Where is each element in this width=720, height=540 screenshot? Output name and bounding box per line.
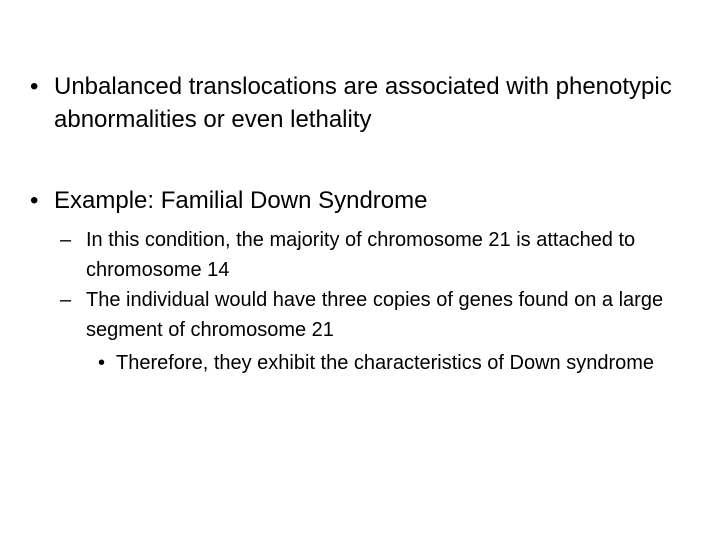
sub-bullet-text: The individual would have three copies of genes found on a large segment of chromosome 21 [86, 289, 664, 341]
dash-marker: – [60, 289, 72, 311]
bullet-item-familial-down-syndrome [30, 184, 690, 217]
sub-bullet-text: In this condition, the majority of chromosome 21 is attached to chromosome 14 [86, 229, 636, 281]
sub-bullet-item-condition [60, 225, 700, 285]
sub-sub-bullet-item-therefore [98, 349, 698, 377]
bullet-text: Example: Familial Down Syndrome [54, 187, 428, 214]
bullet-marker: • [98, 352, 106, 374]
sub-sub-bullet-text: Therefore, they exhibit the characteristics of Down syndrome [116, 352, 655, 374]
dash-marker: – [60, 229, 72, 251]
sub-bullet-item-three-copies [60, 285, 700, 345]
bullet-marker: • [30, 73, 39, 100]
bullet-marker: • [30, 187, 39, 214]
bullet-text: Unbalanced translocations are associated with phenotypic abnormalities or even lethality [54, 73, 672, 133]
bullet-item-unbalanced-translocations [30, 70, 690, 136]
